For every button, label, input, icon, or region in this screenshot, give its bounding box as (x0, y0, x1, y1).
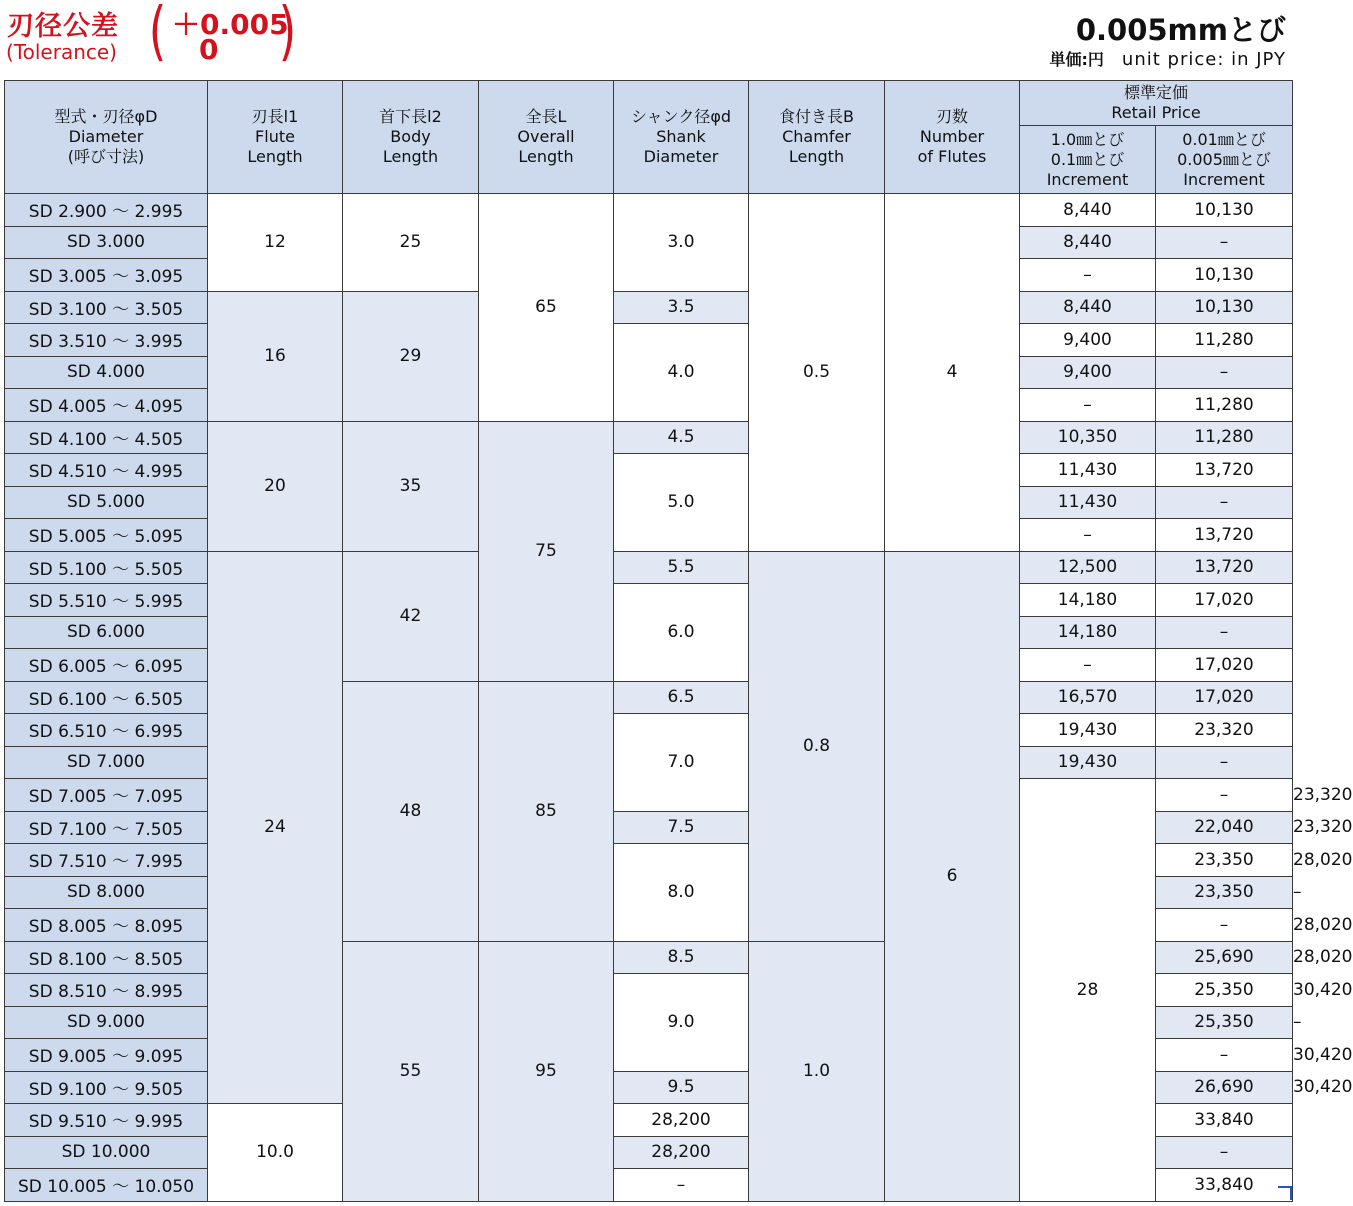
price-coarse-cell: 12,500 (1020, 551, 1156, 584)
price-coarse-cell: 26,690 (1156, 1071, 1293, 1104)
price-coarse-cell: 14,180 (1020, 584, 1156, 617)
table-row: SD 8.100 ～ 8.505 55 95 8.5 1.0 25,690 28,020 (5, 941, 1293, 974)
corner-mark-icon (1278, 1186, 1292, 1200)
body-length-cell: 42 (343, 551, 479, 681)
table-row (5, 324, 1293, 357)
price-coarse-cell: 28,200 (614, 1104, 749, 1137)
diameter-cell: SD 4.005 ～ 4.095 (5, 389, 208, 422)
diameter-cell: SD 3.100 ～ 3.505 (5, 291, 208, 324)
diameter-cell: SD 3.005 ～ 3.095 (5, 259, 208, 292)
diameter-cell: SD 2.900 ～ 2.995 (5, 194, 208, 227)
diameter-cell: SD 8.000 (5, 876, 208, 909)
shank-diameter-cell: 7.0 (614, 714, 749, 812)
unit-price-jp: 単価:円 (1049, 50, 1104, 69)
col-header-body-length: 首下長l2 Body Length (343, 81, 479, 194)
price-fine-cell: 10,130 (1156, 259, 1293, 292)
price-coarse-cell: 19,430 (1020, 714, 1156, 747)
number-of-flutes-cell: 6 (885, 551, 1020, 1201)
table-body (5, 194, 1353, 1202)
price-coarse-cell: – (1156, 1039, 1293, 1072)
price-coarse-cell: 8,440 (1020, 226, 1156, 259)
chamfer-length-cell: 0.8 (749, 551, 885, 941)
increment-title: 0.005mmとび (1075, 13, 1286, 47)
tolerance-title-en: (Tolerance) (6, 40, 117, 64)
price-fine-cell: 13,720 (1156, 519, 1293, 552)
diameter-cell: SD 8.510 ～ 8.995 (5, 974, 208, 1007)
diameter-cell: SD 5.100 ～ 5.505 (5, 551, 208, 584)
body-length-cell: 25 (343, 194, 479, 292)
diameter-cell: SD 7.510 ～ 7.995 (5, 844, 208, 877)
shank-diameter-cell: 6.5 (614, 681, 749, 714)
shank-diameter-cell: 7.5 (614, 811, 749, 844)
price-coarse-cell: – (1020, 389, 1156, 422)
diameter-cell: SD 7.000 (5, 746, 208, 779)
flute-length-cell: 28 (1020, 779, 1156, 1202)
table-row: SD 7.100 ～ 7.505 7.5 22,040 23,320 (5, 811, 1293, 844)
price-fine-cell: 33,840 (1156, 1104, 1293, 1137)
price-coarse-cell: 11,430 (1020, 486, 1156, 519)
price-fine-cell: 17,020 (1156, 649, 1293, 682)
col-header-retail-price: 標準定価 Retail Price (1020, 81, 1293, 126)
col-header-number-of-flutes: 刃数 Number of Flutes (885, 81, 1020, 194)
diameter-cell: SD 10.000 (5, 1136, 208, 1169)
price-coarse-cell: 23,350 (1156, 876, 1293, 909)
table-row (5, 421, 1293, 454)
price-coarse-cell: – (614, 1169, 749, 1202)
table-row (5, 551, 1293, 584)
diameter-cell: SD 6.000 (5, 616, 208, 649)
table-row: SD 9.005 ～ 9.095 – 30,420 (5, 1039, 1293, 1072)
overall-length-cell: 85 (479, 681, 614, 941)
col-header-chamfer-length: 食付き長B Chamfer Length (749, 81, 885, 194)
price-coarse-cell: 19,430 (1020, 746, 1156, 779)
col-header-flute-length: 刃長l1 Flute Length (208, 81, 343, 194)
price-coarse-cell: – (1156, 779, 1293, 812)
price-coarse-cell: 25,350 (1156, 1006, 1293, 1039)
price-coarse-cell: – (1020, 519, 1156, 552)
unit-price-note (1050, 47, 1286, 70)
diameter-cell: SD 4.000 (5, 356, 208, 389)
diameter-cell: SD 9.005 ～ 9.095 (5, 1039, 208, 1072)
price-coarse-cell: 22,040 (1156, 811, 1293, 844)
price-fine-cell: 17,020 (1156, 681, 1293, 714)
price-fine-cell: 10,130 (1156, 291, 1293, 324)
price-fine-cell: – (1156, 746, 1293, 779)
price-fine-cell: 33,840 (1156, 1169, 1293, 1202)
unit-price-en: unit price: in JPY (1121, 49, 1286, 70)
overall-length-cell: 75 (479, 421, 614, 681)
flute-length-cell: 12 (208, 194, 343, 292)
shank-diameter-cell: 5.5 (614, 551, 749, 584)
diameter-cell: SD 7.100 ～ 7.505 (5, 811, 208, 844)
shank-diameter-cell: 8.0 (614, 844, 749, 942)
shank-diameter-cell: 3.5 (614, 291, 749, 324)
tolerance-open-paren: ( (148, 0, 167, 69)
shank-diameter-cell: 10.0 (208, 1104, 343, 1202)
table-row: SD 8.005 ～ 8.095 – 28,020 (5, 909, 1293, 942)
price-fine-cell: 11,280 (1156, 389, 1293, 422)
price-coarse-cell: 16,570 (1020, 681, 1156, 714)
price-coarse-cell: 11,430 (1020, 454, 1156, 487)
price-coarse-cell: 28,200 (614, 1136, 749, 1169)
price-coarse-cell: 14,180 (1020, 616, 1156, 649)
chamfer-length-cell: 1.0 (749, 941, 885, 1201)
col-header-overall-length: 全長L Overall Length (479, 81, 614, 194)
shank-diameter-cell: 4.0 (614, 324, 749, 422)
body-length-cell: 35 (343, 421, 479, 551)
overall-length-cell: 65 (479, 194, 614, 422)
chamfer-length-cell: 0.5 (749, 194, 885, 552)
diameter-cell: SD 3.000 (5, 226, 208, 259)
flute-length-cell: 20 (208, 421, 343, 551)
price-fine-cell: 11,280 (1156, 324, 1293, 357)
table-row: SD 9.100 ～ 9.505 9.5 26,690 30,420 (5, 1071, 1293, 1104)
diameter-cell: SD 5.005 ～ 5.095 (5, 519, 208, 552)
price-coarse-cell: 9,400 (1020, 324, 1156, 357)
price-fine-cell: 13,720 (1156, 454, 1293, 487)
diameter-cell: SD 8.005 ～ 8.095 (5, 909, 208, 942)
tolerance-close-paren: ) (278, 0, 297, 69)
price-coarse-cell: 9,400 (1020, 356, 1156, 389)
diameter-cell: SD 9.000 (5, 1006, 208, 1039)
diameter-cell: SD 6.100 ～ 6.505 (5, 681, 208, 714)
shank-diameter-cell: 5.0 (614, 454, 749, 552)
table-row: SD 8.000 23,350 – (5, 876, 1293, 909)
price-fine-cell: – (1156, 616, 1293, 649)
tolerance-upper-value: ＋0.005 (172, 8, 289, 41)
shank-diameter-cell: 8.5 (614, 941, 749, 974)
number-of-flutes-cell: 4 (885, 194, 1020, 552)
price-fine-cell: 11,280 (1156, 421, 1293, 454)
overall-length-cell: 95 (479, 941, 614, 1201)
tolerance-lower-value: 0 (199, 33, 219, 66)
flute-length-cell: 16 (208, 291, 343, 421)
table-row: SD 9.000 25,350 – (5, 1006, 1293, 1039)
col-header-price-coarse-increment: 1.0㎜とび 0.1㎜とび Increment (1020, 126, 1156, 194)
price-coarse-cell: – (1156, 909, 1293, 942)
table-row: SD 7.510 ～ 7.995 8.0 23,350 28,020 (5, 844, 1293, 877)
price-fine-cell: 13,720 (1156, 551, 1293, 584)
price-coarse-cell: 10,350 (1020, 421, 1156, 454)
shank-diameter-cell: 9.0 (614, 974, 749, 1072)
diameter-cell: SD 6.510 ～ 6.995 (5, 714, 208, 747)
table-row (5, 454, 1293, 487)
price-fine-cell: – (1156, 486, 1293, 519)
table-row (5, 584, 1293, 617)
price-coarse-cell: 8,440 (1020, 291, 1156, 324)
shank-diameter-cell: 4.5 (614, 421, 749, 454)
price-fine-cell: 17,020 (1156, 584, 1293, 617)
body-length-cell: 29 (343, 291, 479, 421)
table-row (5, 714, 1293, 747)
diameter-cell: SD 10.005 ～ 10.050 (5, 1169, 208, 1202)
price-fine-cell: 10,130 (1156, 194, 1293, 227)
body-length-cell: 55 (343, 941, 479, 1201)
col-header-diameter: 型式・刃径φD Diameter (呼び寸法) (5, 81, 208, 194)
table-row (5, 194, 1293, 227)
price-coarse-cell: 25,350 (1156, 974, 1293, 1007)
shank-diameter-cell: 9.5 (614, 1071, 749, 1104)
diameter-cell: SD 5.000 (5, 486, 208, 519)
diameter-cell: SD 6.005 ～ 6.095 (5, 649, 208, 682)
diameter-cell: SD 4.510 ～ 4.995 (5, 454, 208, 487)
diameter-cell: SD 8.100 ～ 8.505 (5, 941, 208, 974)
col-header-shank-diameter: シャンク径φd Shank Diameter (614, 81, 749, 194)
diameter-cell: SD 3.510 ～ 3.995 (5, 324, 208, 357)
table-row (5, 291, 1293, 324)
price-coarse-cell: – (1020, 259, 1156, 292)
shank-diameter-cell: 6.0 (614, 584, 749, 682)
diameter-cell: SD 9.510 ～ 9.995 (5, 1104, 208, 1137)
table-row (5, 681, 1293, 714)
table-row: SD 7.005 ～ 7.095 28 – 23,320 (5, 779, 1293, 812)
diameter-cell: SD 7.005 ～ 7.095 (5, 779, 208, 812)
col-header-price-fine-increment: 0.01㎜とび 0.005㎜とび Increment (1156, 126, 1293, 194)
shank-diameter-cell: 3.0 (614, 194, 749, 292)
diameter-cell: SD 9.100 ～ 9.505 (5, 1071, 208, 1104)
price-fine-cell: – (1156, 226, 1293, 259)
flute-length-cell: 24 (208, 551, 343, 1104)
price-coarse-cell: 23,350 (1156, 844, 1293, 877)
price-fine-cell: – (1156, 356, 1293, 389)
table-row: SD 8.510 ～ 8.995 9.0 25,350 30,420 (5, 974, 1293, 1007)
body-length-cell: 48 (343, 681, 479, 941)
price-coarse-cell: 25,690 (1156, 941, 1293, 974)
price-fine-cell: – (1156, 1136, 1293, 1169)
tolerance-title-jp: 刃径公差 (7, 11, 119, 42)
price-fine-cell: 23,320 (1156, 714, 1293, 747)
diameter-cell: SD 4.100 ～ 4.505 (5, 421, 208, 454)
price-coarse-cell: 8,440 (1020, 194, 1156, 227)
diameter-cell: SD 5.510 ～ 5.995 (5, 584, 208, 617)
price-spec-table (4, 80, 1353, 1202)
price-coarse-cell: – (1020, 649, 1156, 682)
